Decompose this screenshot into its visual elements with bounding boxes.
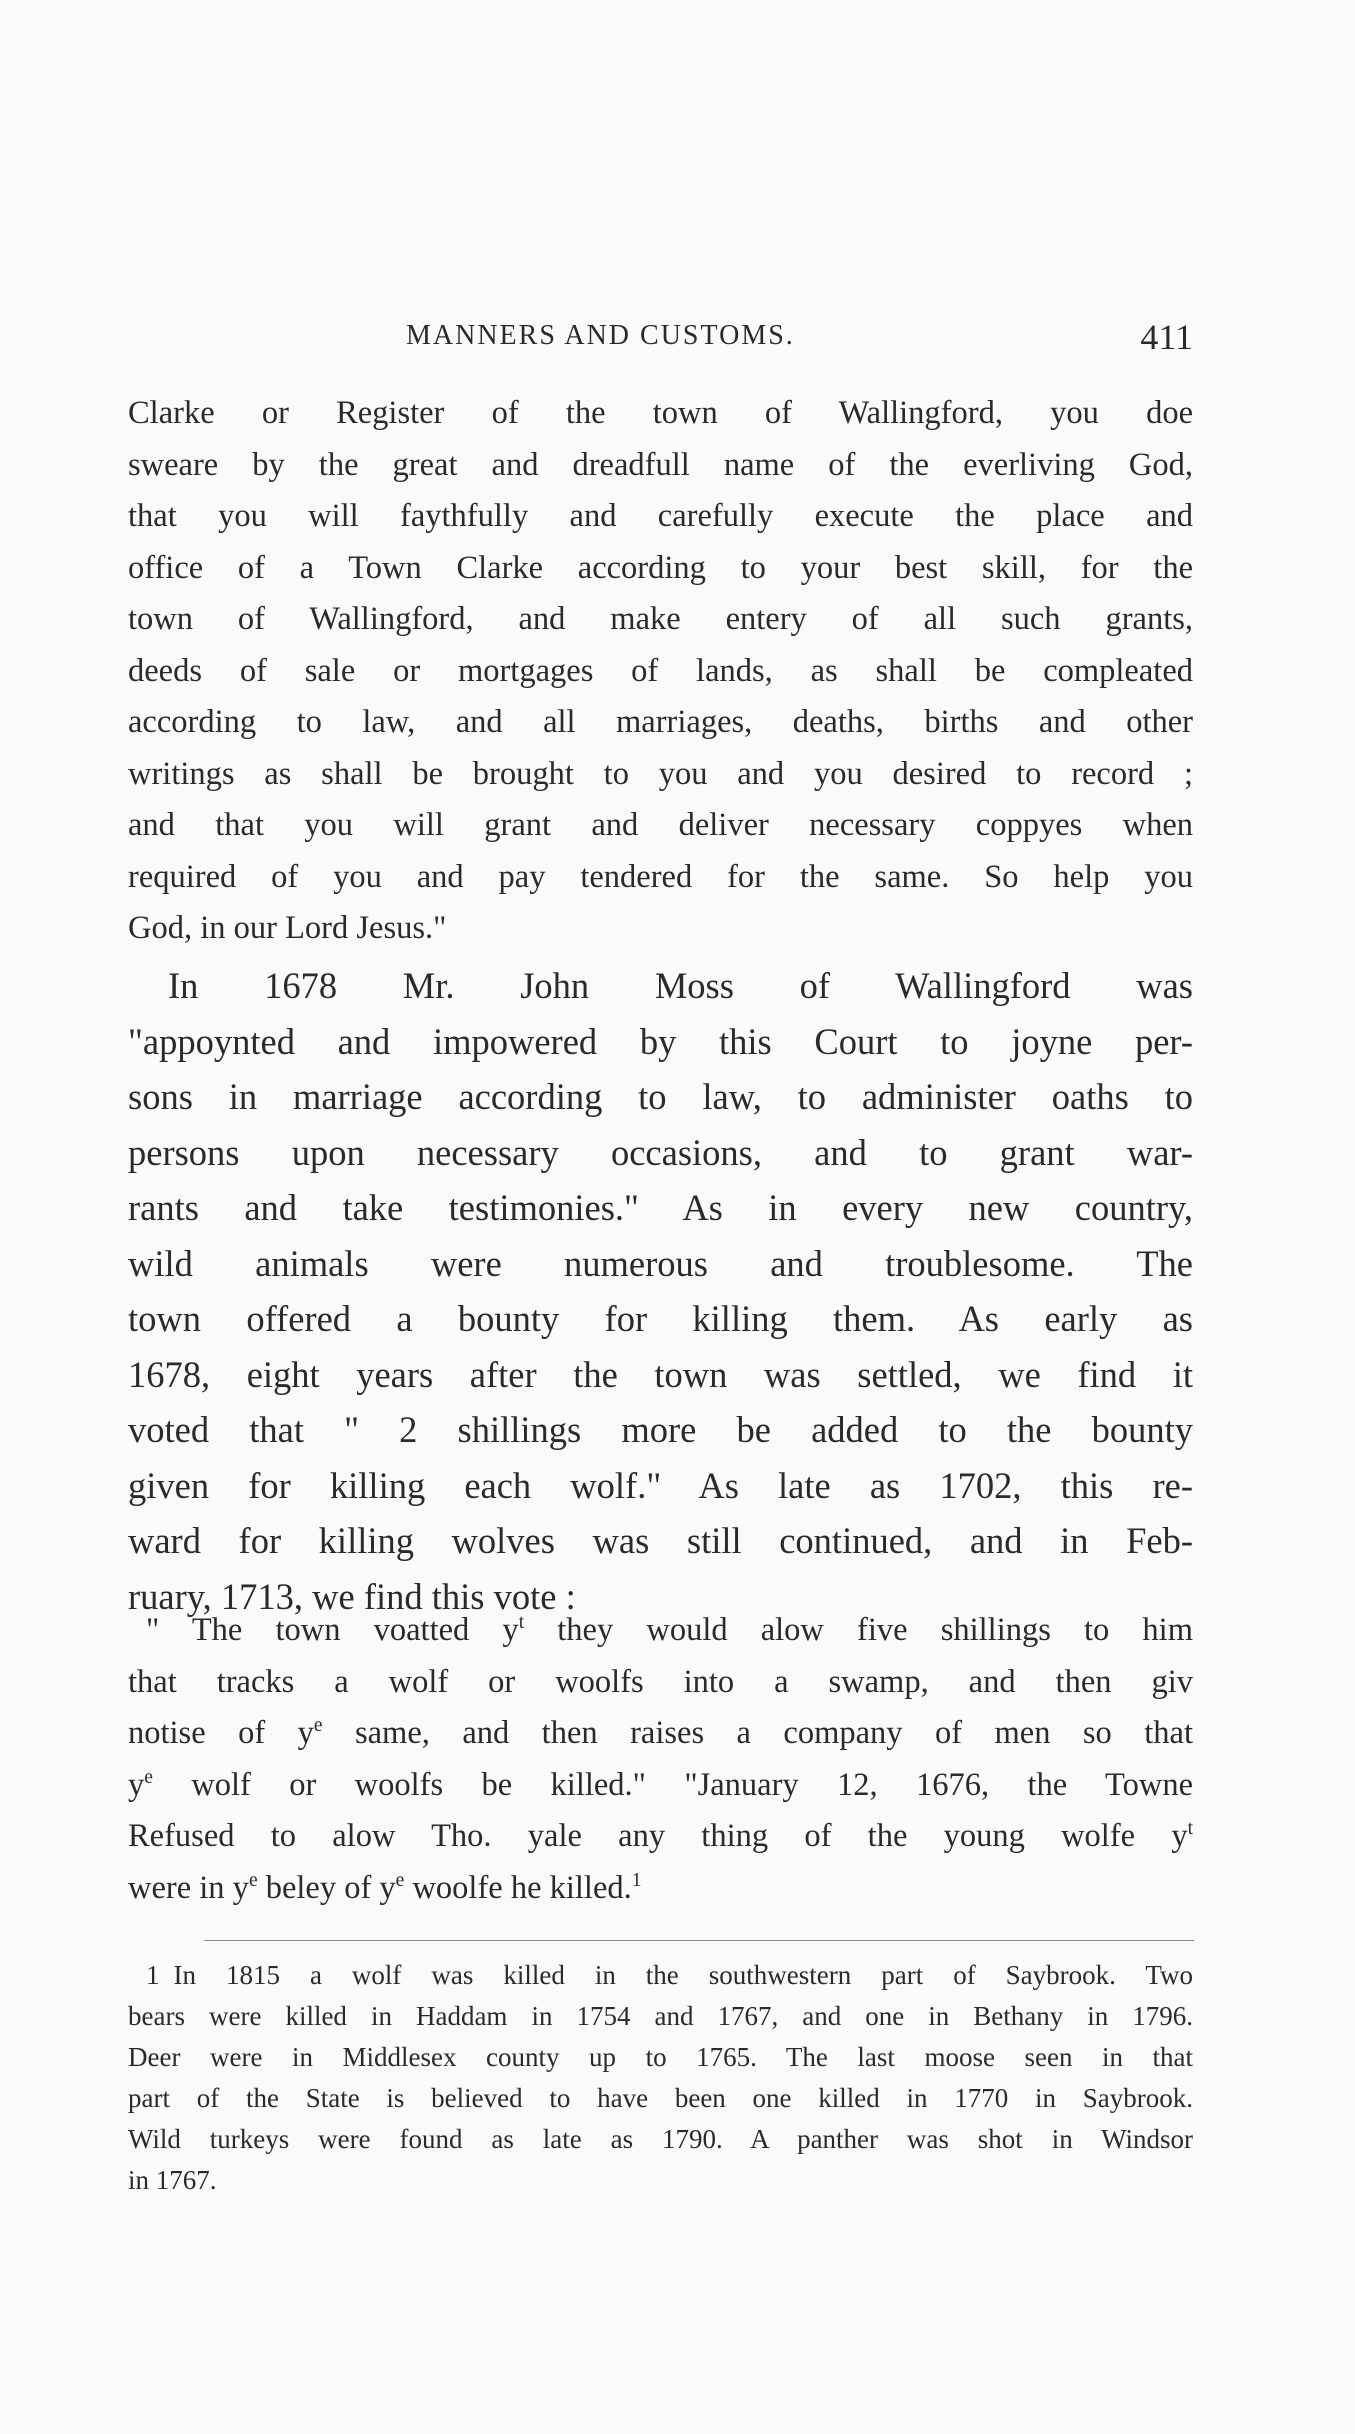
text-line: Deer were in Middlesex county up to 1765. The last moose seen in that	[128, 2042, 1193, 2072]
running-head	[128, 316, 1193, 360]
text-line: 1678, eight years after the town was settled, we find it	[128, 1353, 1193, 1395]
text-line: writings as shall be brought to you and you desired to record ;	[128, 755, 1193, 792]
text-line: persons upon necessary occasions, and to grant war-	[128, 1131, 1193, 1173]
text-line: town of Wallingford, and make entery of all such grants,	[128, 601, 1193, 637]
footnote	[128, 1955, 1193, 2201]
text-line: bears were killed in Haddam in 1754 and 1767, and one in Bethany in 1796.	[128, 2001, 1193, 2031]
text-line: Refused to alow Tho. yale any thing of the young wolfe $y^t$	[128, 1818, 1193, 1854]
footnote-reference: 1	[631, 1869, 642, 1891]
text-line: voted that " 2 shillings more be added to the bounty	[128, 1409, 1193, 1450]
text-line: In 1678 Mr. John Moss of Wallingford was	[168, 965, 1193, 1006]
text-line: given for killing each wolf." As late as 1702, this re-	[128, 1464, 1193, 1506]
text-line: that tracks a wolf or woolfs into a swamp, and then giv	[128, 1663, 1193, 1700]
text-line: rants and take testimonies." As in every new country,	[128, 1187, 1193, 1228]
text-line: office of a Town Clarke according to your best skill, for the	[128, 549, 1193, 586]
text-line: part of the State is believed to have been one killed in 1770 in Saybrook.	[128, 2083, 1193, 2113]
text-line: ward for killing wolves was still continued, and in Feb-	[128, 1520, 1193, 1561]
text-line: ruary, 1713, we find this vote :	[128, 1575, 576, 1617]
page-number: 411	[1140, 317, 1193, 357]
text-line: deeds of sale or mortgages of lands, as shall be compleated	[128, 652, 1193, 689]
footnote-divider	[204, 1940, 1194, 1941]
text-line: that you will faythfully and carefully execute the place and	[128, 498, 1193, 534]
text-line: wild animals were numerous and troublesome. The	[128, 1242, 1193, 1284]
text-line: $y^e$ wolf or woolfs be killed." "January 12, 1676, the Towne	[128, 1766, 1193, 1803]
text-line: God, in our Lord Jesus."	[128, 910, 447, 946]
text-line: sons in marriage according to law, to administer oaths to	[128, 1076, 1193, 1117]
text-line: "appoynted and impowered by this Court to joyne per-	[128, 1020, 1193, 1062]
running-title: MANNERS AND CUSTOMS.	[406, 320, 795, 351]
text-line: Wild turkeys were found as late as 1790. A panther was shot in Windsor	[128, 2124, 1193, 2154]
text-line: notise of $y^e$ same, and then raises a company of men so that	[128, 1715, 1193, 1751]
text-line: in 1767.	[128, 2165, 217, 2195]
text-line: required of you and pay tendered for the same. So help you	[128, 858, 1193, 895]
footnote-marker: 1	[146, 1960, 160, 1990]
vote-quote	[128, 1605, 1193, 1914]
text-line: according to law, and all marriages, deaths, births and other	[128, 704, 1193, 740]
text-line: and that you will grant and deliver necessary coppyes when	[128, 807, 1193, 843]
main-paragraph	[128, 958, 1193, 1624]
text-line: Clarke or Register of the town of Wallingford, you doe	[128, 395, 1193, 431]
text-line: 1 In 1815 a wolf was killed in the southwestern part of Saybrook. Two	[146, 1960, 1193, 1990]
text-line: town offered a bounty for killing them. As early as	[128, 1298, 1193, 1339]
text-line: " The town voatted $y^t$ they would alow five shillings to him	[146, 1612, 1193, 1648]
text-line: sweare by the great and dreadfull name of the everliving God,	[128, 446, 1193, 483]
oath-paragraph	[128, 388, 1193, 955]
text-line: were in $y^e$ beley of $y^e$ woolfe he killed.$^1$	[128, 1869, 642, 1906]
